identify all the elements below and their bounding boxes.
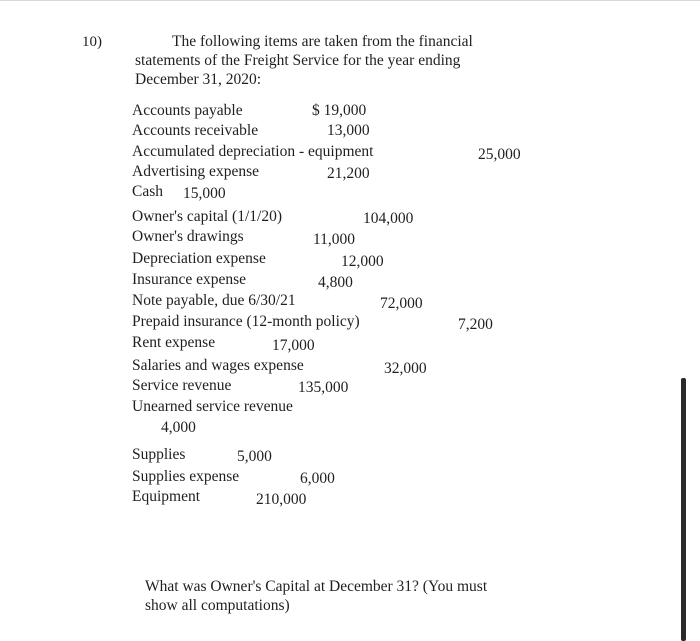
item-amount: $ 19,000 xyxy=(312,102,367,119)
item-label: Accounts receivable xyxy=(132,122,259,139)
item-amount: 135,000 xyxy=(298,379,349,396)
item-amount: 6,000 xyxy=(300,470,335,487)
item-label: Cash xyxy=(132,183,163,200)
top-border xyxy=(0,0,700,1)
item-amount: 32,000 xyxy=(384,360,427,377)
item-label: Rent expense xyxy=(132,334,216,351)
item-amount: 5,000 xyxy=(237,448,272,465)
item-amount: 104,000 xyxy=(363,210,414,227)
item-amount: 7,200 xyxy=(458,316,493,333)
item-label: Insurance expense xyxy=(132,271,247,288)
item-amount: 15,000 xyxy=(183,185,226,202)
item-amount: 72,000 xyxy=(380,295,423,312)
question-prompt xyxy=(145,577,625,615)
item-amount: 12,000 xyxy=(341,253,384,270)
intro-line: The following items are taken from the financial xyxy=(172,33,473,50)
item-label: Salaries and wages expense xyxy=(132,357,304,374)
question-number: 10) xyxy=(82,34,102,50)
item-amount: 21,200 xyxy=(327,165,370,182)
item-amount: 11,000 xyxy=(313,231,356,248)
item-label: Depreciation expense xyxy=(132,250,266,267)
item-label: Unearned service revenue xyxy=(132,398,293,415)
item-label: Owner's drawings xyxy=(132,228,244,245)
item-amount: 13,000 xyxy=(327,122,370,139)
intro-line: statements of the Freight Service for the year ending xyxy=(135,52,461,69)
item-amount: 25,000 xyxy=(478,146,521,163)
question-line: What was Owner's Capital at December 31? (You must xyxy=(145,578,488,595)
item-label: Supplies expense xyxy=(132,468,240,485)
intro-line: December 31, 2020: xyxy=(135,71,262,88)
item-label: Service revenue xyxy=(132,377,232,394)
item-label: Prepaid insurance (12-month policy) xyxy=(132,313,360,330)
item-label: Supplies xyxy=(132,446,186,463)
item-label: Equipment xyxy=(132,488,201,505)
item-amount: 4,000 xyxy=(161,419,196,436)
scrollbar-thumb[interactable] xyxy=(681,378,686,641)
item-label: Accumulated depreciation - equipment xyxy=(132,143,374,160)
item-label: Accounts payable xyxy=(132,102,243,119)
question-line: show all computations) xyxy=(145,597,290,614)
item-label: Owner's capital (1/1/20) xyxy=(132,208,282,225)
item-amount: 210,000 xyxy=(256,491,307,508)
item-amount: 17,000 xyxy=(272,337,315,354)
problem-intro xyxy=(135,32,625,89)
item-label: Note payable, due 6/30/21 xyxy=(132,292,296,309)
item-amount: 4,800 xyxy=(318,274,353,291)
item-label: Advertising expense xyxy=(132,163,259,180)
